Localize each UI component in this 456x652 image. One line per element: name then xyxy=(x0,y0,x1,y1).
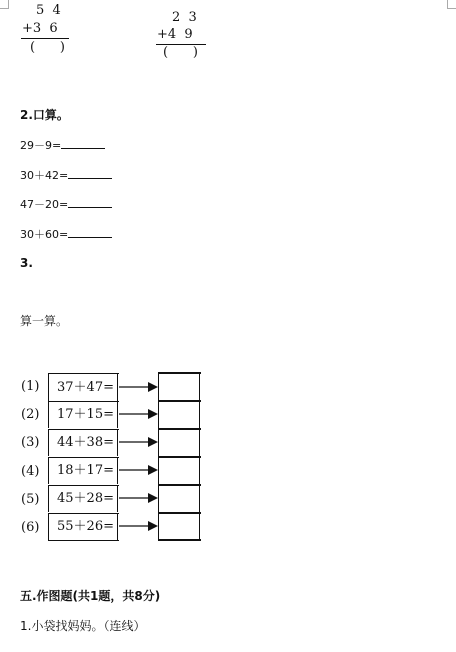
calc-row-label-1: (1) xyxy=(21,379,40,394)
answer-blank-4[interactable] xyxy=(68,227,112,238)
mental-math-expr-1: 29－9= xyxy=(20,139,62,152)
calc-row-label-2: (2) xyxy=(21,407,40,422)
answer-table-line-4 xyxy=(158,484,201,486)
vertical-problem-2-answer[interactable]: ( ) xyxy=(163,45,198,60)
mental-math-item-2 xyxy=(20,167,112,183)
calc-expr-3: 44＋38= xyxy=(48,429,118,456)
mental-math-expr-4: 30＋60= xyxy=(20,228,69,241)
expr-table-line-2 xyxy=(48,429,119,430)
vertical-problem-1-rule xyxy=(21,38,69,39)
mental-math-expr-3: 47－20= xyxy=(20,198,69,211)
calc-row-label-6: (6) xyxy=(21,520,40,535)
expr-table-line-4 xyxy=(48,485,119,486)
answer-blank-2[interactable] xyxy=(68,168,112,179)
answer-table-line-3 xyxy=(158,456,201,458)
section-5-item-1: 1.小袋找妈妈。（连线） xyxy=(20,619,146,633)
answer-table-line-0 xyxy=(158,372,201,374)
calc-answer-box-6[interactable] xyxy=(158,513,200,540)
calc-answer-box-1[interactable] xyxy=(158,374,200,401)
mental-math-item-3 xyxy=(20,196,112,212)
arrow-right-icon xyxy=(119,408,159,420)
answer-table-line-5 xyxy=(158,512,201,514)
calc-answer-box-2[interactable] xyxy=(158,401,200,428)
calc-expr-1: 37＋47= xyxy=(48,374,118,401)
vertical-problem-2-bottom: +4 9 xyxy=(157,27,193,42)
calc-answer-box-4[interactable] xyxy=(158,457,200,484)
section-3-subheading: 算一算。 xyxy=(20,314,69,328)
section-3-heading: 3. xyxy=(20,256,33,270)
section-2-heading: 2.口算。 xyxy=(20,108,69,122)
answer-blank-1[interactable] xyxy=(61,138,105,149)
mental-math-item-4 xyxy=(20,226,112,242)
section-5-heading: 五.作图题(共1题，共8分) xyxy=(20,589,161,603)
calc-answer-box-5[interactable] xyxy=(158,485,200,512)
arrow-right-icon xyxy=(119,492,159,504)
answer-blank-3[interactable] xyxy=(68,197,112,208)
vertical-problem-2-top: 2 3 xyxy=(172,10,197,25)
calc-expr-6: 55＋26= xyxy=(48,513,118,540)
calc-row-label-5: (5) xyxy=(21,492,40,507)
calc-expr-4: 18＋17= xyxy=(48,457,118,484)
arrow-right-icon xyxy=(119,381,159,393)
expr-table-line-1 xyxy=(48,401,119,402)
answer-table-line-6 xyxy=(158,539,201,541)
calc-row-label-4: (4) xyxy=(21,464,40,479)
vertical-problem-1-top: 5 4 xyxy=(36,3,61,18)
expr-table-line-3 xyxy=(48,457,119,458)
calc-row-label-3: (3) xyxy=(21,435,40,450)
vertical-problem-1-answer[interactable]: ( ) xyxy=(30,40,65,55)
arrow-right-icon xyxy=(119,436,159,448)
arrow-right-icon xyxy=(119,520,159,532)
answer-table-line-2 xyxy=(158,428,201,430)
vertical-problem-1-bottom: +3 6 xyxy=(22,21,58,36)
calc-expr-5: 45＋28= xyxy=(48,485,118,512)
expr-table-line-0 xyxy=(48,373,119,374)
arrow-right-icon xyxy=(119,464,159,476)
calc-answer-box-3[interactable] xyxy=(158,429,200,456)
answer-table-line-1 xyxy=(158,400,201,402)
mental-math-expr-2: 30＋42= xyxy=(20,169,69,182)
calc-expr-2: 17＋15= xyxy=(48,401,118,428)
mental-math-item-1 xyxy=(20,137,105,153)
page-corner-mark-left xyxy=(0,0,9,9)
expr-table-line-5 xyxy=(48,513,119,514)
expr-table-line-6 xyxy=(48,540,119,541)
page-corner-mark-right xyxy=(447,0,456,9)
